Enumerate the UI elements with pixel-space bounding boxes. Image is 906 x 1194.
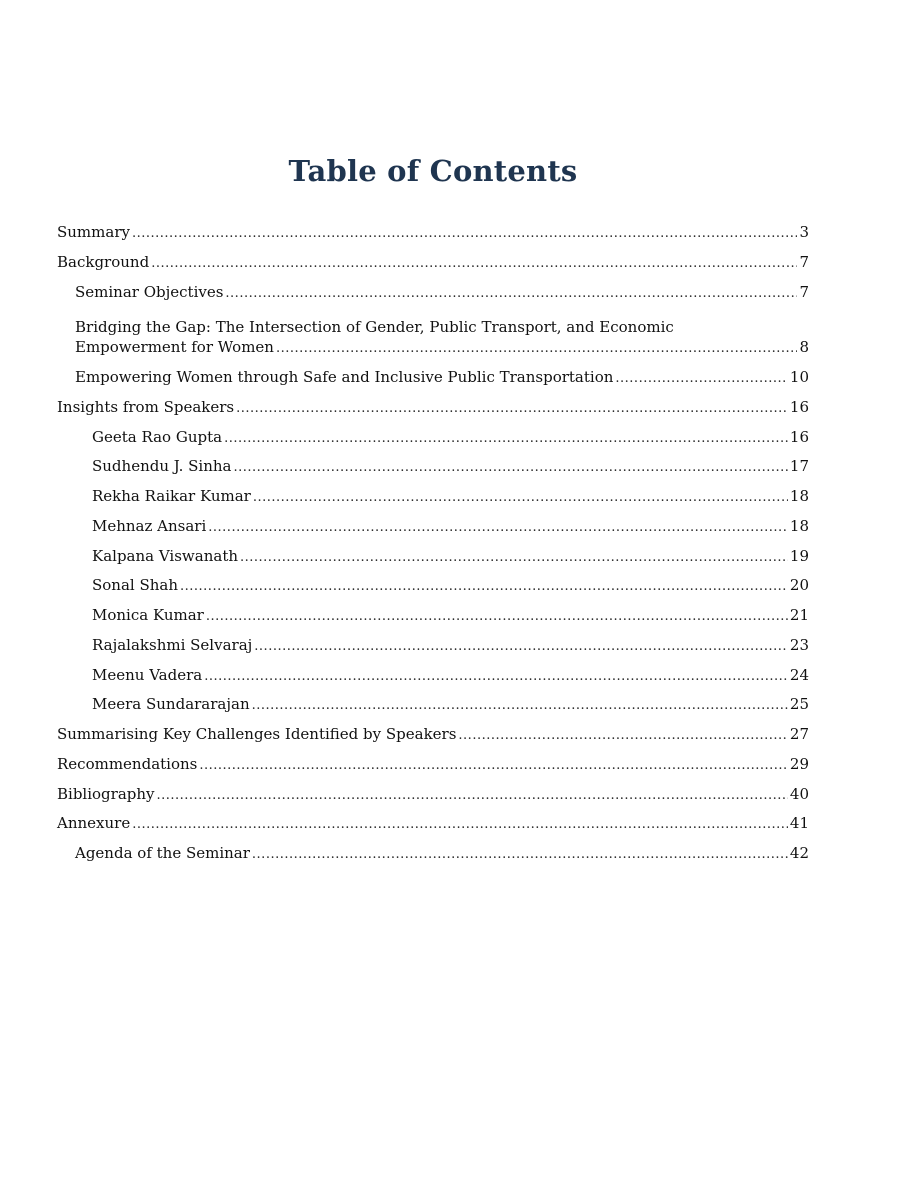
toc-entry-monica-kumar[interactable] — [92, 605, 809, 625]
toc-entry-line2-row — [75, 337, 809, 357]
toc-entry-sudhendu-sinha[interactable] — [92, 456, 809, 476]
toc-entry-rekha-raikar-kumar[interactable] — [92, 486, 809, 506]
toc-page-number: 29 — [789, 754, 809, 773]
toc-page-number: 24 — [789, 665, 809, 684]
toc-entry-summarising-key-challenges[interactable] — [57, 724, 809, 744]
toc-page-number: 8 — [799, 338, 809, 357]
toc-entry-sonal-shah[interactable] — [92, 575, 809, 595]
toc-leader-dots — [157, 788, 788, 804]
toc-entry-text: Background — [57, 252, 150, 271]
toc-entry-text: Seminar Objectives — [75, 282, 224, 301]
toc-page-number: 25 — [789, 695, 809, 714]
toc-entry-kalpana-viswanath[interactable] — [92, 546, 809, 566]
toc-page-number: 16 — [789, 397, 809, 416]
toc-entry-meenu-vadera[interactable] — [92, 665, 809, 685]
toc-entry-background[interactable] — [57, 252, 809, 272]
toc-entry-text: Recommendations — [57, 754, 198, 773]
toc-page-number: 17 — [789, 457, 809, 476]
toc-entry-bridging-the-gap[interactable] — [75, 311, 809, 357]
toc-leader-dots — [276, 341, 797, 357]
toc-page-number: 18 — [789, 516, 809, 535]
toc-page-number: 23 — [789, 635, 809, 654]
toc-page-number: 7 — [799, 282, 809, 301]
toc-leader-dots — [151, 256, 797, 272]
toc-leader-dots — [199, 758, 788, 774]
toc-leader-dots — [254, 639, 788, 655]
toc-leader-dots — [180, 579, 788, 595]
toc-entry-recommendations[interactable] — [57, 754, 809, 774]
toc-entry-text: Summarising Key Challenges Identified by Speakers — [57, 725, 457, 743]
toc-page-number: 3 — [799, 223, 809, 241]
toc-page-number: 27 — [789, 725, 809, 743]
toc-leader-dots — [208, 520, 788, 536]
toc-leader-dots — [132, 226, 797, 242]
toc-entry-text-line1: Bridging the Gap: The Intersection of Gender, Public Transport, and Economic — [75, 318, 674, 337]
toc-entry-seminar-objectives[interactable] — [75, 282, 809, 302]
toc-leader-dots — [225, 286, 797, 302]
toc-entry-text: Kalpana Viswanath — [92, 546, 239, 565]
toc-page-number: 19 — [789, 546, 809, 565]
toc-entry-text: Meera Sundararajan — [92, 695, 250, 714]
toc-entry-mehnaz-ansari[interactable] — [92, 516, 809, 536]
toc-page-number: 10 — [789, 368, 809, 386]
toc-entry-text — [75, 317, 809, 357]
toc-leader-dots — [224, 431, 788, 447]
toc-entry-text: Bibliography — [57, 784, 155, 803]
toc-entry-text: Annexure — [57, 814, 131, 833]
toc-leader-dots — [458, 728, 787, 744]
toc-entry-text: Mehnaz Ansari — [92, 516, 207, 535]
toc-entry-text: Agenda of the Seminar — [75, 844, 250, 862]
toc-page-number: 42 — [789, 844, 809, 862]
toc-leader-dots — [252, 847, 788, 863]
toc-entry-insights-from-speakers[interactable] — [57, 397, 809, 417]
toc-page-number: 20 — [789, 576, 809, 595]
toc-entry-text: Monica Kumar — [92, 606, 204, 624]
toc-entry-text: Summary — [57, 223, 130, 241]
toc-entry-text: Empowering Women through Safe and Inclusive Public Transportation — [75, 368, 614, 386]
toc-entry-text: Rajalakshmi Selvaraj — [92, 635, 253, 654]
toc-entry-text: Rekha Raikar Kumar — [92, 487, 251, 505]
toc-page-number: 40 — [789, 784, 809, 803]
toc-entry-text: Insights from Speakers — [57, 397, 235, 416]
toc-entry-text: Geeta Rao Gupta — [92, 427, 223, 446]
toc-entry-bibliography[interactable] — [57, 784, 809, 804]
toc-entry-text: Meenu Vadera — [92, 665, 203, 684]
toc-leader-dots — [132, 817, 788, 833]
toc-page-number: 18 — [789, 487, 809, 505]
toc-entry-text: Sonal Shah — [92, 576, 179, 595]
toc-list — [0, 222, 906, 873]
toc-leader-dots — [615, 371, 788, 387]
toc-entry-text-line2: Empowerment for Women — [75, 338, 274, 357]
toc-page-number: 21 — [789, 606, 809, 624]
toc-page-number: 16 — [789, 427, 809, 446]
toc-entry-rajalakshmi-selvaraj[interactable] — [92, 635, 809, 655]
toc-leader-dots — [204, 669, 788, 685]
toc-leader-dots — [240, 550, 788, 566]
toc-entry-summary[interactable] — [57, 222, 809, 242]
page-title: Table of Contents — [288, 154, 578, 188]
toc-entry-text: Sudhendu J. Sinha — [92, 457, 232, 476]
toc-entry-empowering-women[interactable] — [75, 367, 809, 387]
toc-entry-meera-sundararajan[interactable] — [92, 694, 809, 714]
toc-entry-annexure[interactable] — [57, 813, 809, 833]
toc-leader-dots — [252, 698, 788, 714]
toc-page-number: 41 — [789, 814, 809, 833]
toc-entry-geeta-rao-gupta[interactable] — [92, 427, 809, 447]
toc-leader-dots — [253, 490, 788, 506]
toc-leader-dots — [206, 609, 788, 625]
toc-leader-dots — [236, 401, 788, 417]
toc-entry-agenda-of-the-seminar[interactable] — [75, 843, 809, 863]
toc-leader-dots — [234, 460, 788, 476]
toc-page-number: 7 — [799, 252, 809, 271]
